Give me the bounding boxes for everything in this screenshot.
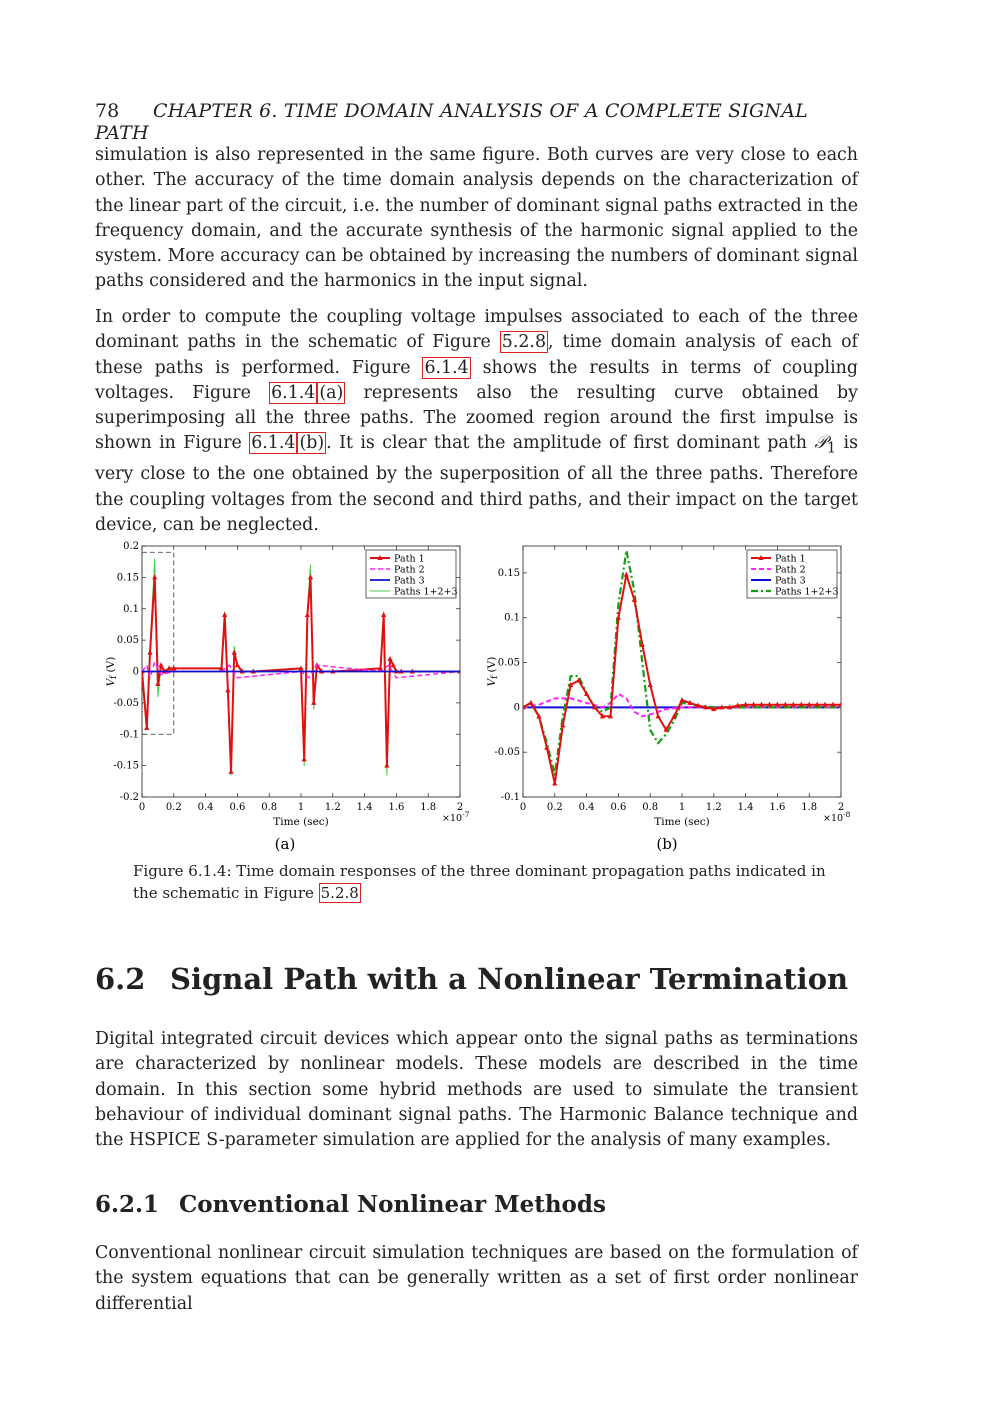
x-tick-label: 1.2	[324, 802, 341, 813]
x-axis-label: Time (sec)	[273, 816, 329, 828]
y-tick-label: -0.15	[113, 760, 139, 772]
panel-a-label: (a)	[274, 835, 296, 853]
y-tick-label: 0.05	[497, 657, 520, 669]
legend-label: Path 1	[394, 553, 425, 565]
chapter-title: CHAPTER 6. TIME DOMAIN ANALYSIS OF A COMPLETE SIGNAL PATH	[95, 100, 808, 144]
section-number: 6.2	[95, 962, 146, 996]
y-axis-label: Vf (V)	[105, 656, 118, 687]
x-tick-label: 0	[519, 802, 527, 813]
x-multiplier: $\times 10^{-7}$	[442, 810, 470, 824]
subsection-number: 6.2.1	[95, 1191, 160, 1218]
y-tick-label: -0.1	[119, 729, 139, 741]
figure-ref-6-1-4[interactable]: 6.1.4	[424, 357, 469, 378]
x-tick-label: 0.8	[642, 802, 659, 813]
y-tick-label: 0.1	[123, 603, 139, 615]
paragraph-4: Conventional nonlinear circuit simulation techniques are based on the formulation of the system equations that can be generally written as a set of first order nonlinear differential	[95, 1243, 858, 1314]
panel-b-label: (b)	[656, 835, 678, 853]
y-tick-label: -0.05	[113, 697, 139, 709]
figure-ref-6-1-4-b[interactable]: 6.1.4	[251, 433, 296, 454]
para2-text-5: . It is clear that the amplitude of first dominant path	[326, 433, 815, 454]
chart-panel-b	[486, 546, 851, 828]
x-tick-label: 1.4	[737, 802, 754, 813]
para2-text-3: shows the results in terms of coupling voltages. Figure	[95, 357, 858, 403]
y-tick-label: 0.2	[123, 541, 139, 552]
x-axis-label: Time (sec)	[654, 816, 710, 828]
legend-label: Path 3	[394, 575, 425, 587]
legend-label: Path 3	[775, 575, 806, 587]
subfigure-ref-a[interactable]: (a)	[319, 382, 344, 403]
paragraph-1: simulation is also represented in the same figure. Both curves are very close to each other. The accuracy of the time domain analysis depends on the characterization of the linear part of the circuit, i.e. the number of dominant signal paths extracted in the frequency domain, and the accurate synthesis of the harmonic signal applied to the system. More accuracy can be obtained by increasing the numbers of dominant signal paths considered and the harmonics in the input signal.	[95, 145, 858, 292]
paragraph-2	[95, 305, 858, 538]
x-tick-label: 0.6	[229, 802, 246, 813]
x-tick-label: 0.2	[165, 802, 182, 813]
figure-caption	[133, 860, 833, 904]
x-tick-label: 1	[297, 802, 305, 813]
subsection-title: Conventional Nonlinear Methods	[179, 1191, 606, 1218]
subfigure-ref-b[interactable]: (b)	[299, 433, 325, 454]
x-tick-label: 1.6	[388, 802, 405, 813]
chart-panel-a	[105, 541, 470, 828]
y-tick-label: 0	[132, 666, 139, 678]
x-tick-label: 0	[138, 802, 146, 813]
legend-label: Paths 1+2+3	[775, 586, 839, 598]
caption-figure-ref[interactable]: 5.2.8	[320, 884, 359, 902]
y-tick-label: 0.15	[497, 567, 520, 579]
y-tick-label: 0.05	[116, 635, 139, 647]
x-tick-label: 1.4	[356, 802, 373, 813]
y-axis-label: Vf (V)	[486, 656, 499, 687]
caption-text: Figure 6.1.4: Time domain responses of the three dominant propagation paths indicated in the schematic in Figure	[133, 862, 826, 902]
y-tick-label: 0.15	[116, 572, 139, 584]
subsection-heading	[95, 1191, 606, 1218]
x-tick-label: 0.2	[546, 802, 563, 813]
x-tick-label: 2	[837, 802, 845, 813]
x-tick-label: 1.6	[769, 802, 786, 813]
page-number: 78	[95, 100, 120, 122]
legend-label: Path 2	[394, 564, 425, 576]
x-tick-label: 1.8	[801, 802, 818, 813]
path-symbol: 𝒫	[814, 433, 827, 454]
figure-ref-5-2-8[interactable]: 5.2.8	[501, 332, 547, 353]
y-tick-label: -0.2	[119, 792, 139, 803]
para2-text-4: represents also the resulting curve obtained by superimposing all the three paths. The zoomed region around the first impulse is shown in Figure	[95, 382, 858, 454]
x-tick-label: 2	[456, 802, 464, 813]
path-symbol-subscript: 1	[826, 440, 837, 457]
para2-text-1: In order to compute the coupling voltage impulses associated to each of the three dominant paths in the schematic of Figure	[95, 307, 858, 353]
y-tick-label: -0.05	[494, 747, 520, 759]
x-tick-label: 0.4	[197, 802, 214, 813]
running-header	[95, 100, 860, 144]
x-tick-label: 0.6	[610, 802, 627, 813]
para2-text-6: is very close to the one obtained by the superposition of all the three paths. Therefore the coupling voltages from the second and third paths, and their impact on the target device, can be neglected.	[95, 433, 859, 535]
figure-ref-6-1-4-a[interactable]: 6.1.4	[271, 382, 316, 403]
section-heading	[95, 962, 848, 996]
section-title: Signal Path with a Nonlinear Termination	[170, 962, 849, 996]
x-tick-label: 0.8	[261, 802, 278, 813]
legend-label: Paths 1+2+3	[394, 586, 458, 598]
figure-6-1-4	[95, 535, 875, 855]
legend-label: Path 2	[775, 564, 806, 576]
para2-text-2: , time domain analysis of each of these paths is performed. Figure	[95, 332, 858, 378]
x-multiplier: $\times 10^{-8}$	[823, 810, 851, 824]
x-tick-label: 0.4	[578, 802, 595, 813]
paragraph-3: Digital integrated circuit devices which appear onto the signal paths as terminations are characterized by nonlinear models. These models are described in the time domain. In this section some hybrid methods are used to simulate the transient behaviour of individual dominant signal paths. The Harmonic Balance technique and the HSPICE S-parameter simulation are applied for the analysis of many examples.	[95, 1029, 858, 1151]
x-tick-label: 1.8	[420, 802, 437, 813]
y-tick-label: 0	[513, 702, 520, 714]
y-tick-label: 0.1	[504, 612, 520, 624]
x-tick-label: 1.2	[705, 802, 722, 813]
legend-label: Path 1	[775, 553, 806, 565]
y-tick-label: -0.1	[500, 792, 520, 803]
x-tick-label: 1	[678, 802, 686, 813]
